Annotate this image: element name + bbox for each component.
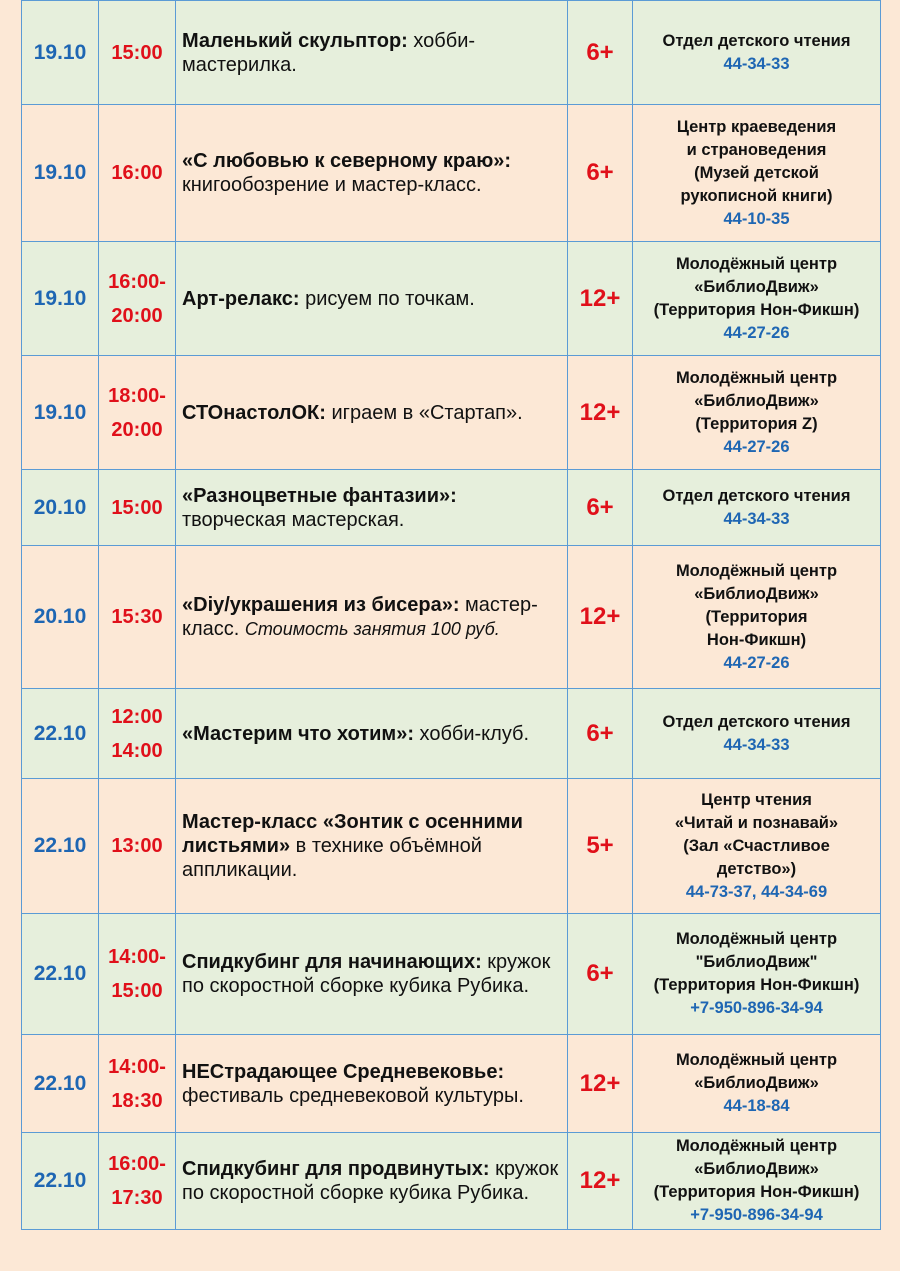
event-desc: фестиваль средневековой культуры. [182, 1084, 524, 1107]
event-description [176, 1035, 568, 1133]
venue-phone: +7-950-896-34-94 [690, 999, 823, 1017]
event-date: 19.10 [22, 242, 99, 356]
event-description [176, 470, 568, 546]
event-desc: играем в «Стартап». [325, 401, 523, 424]
event-venue [633, 242, 881, 356]
event-description [176, 546, 568, 689]
event-desc: кружок по скоростной сборке кубика Рубика. [182, 1158, 559, 1204]
event-venue [633, 470, 881, 546]
table-row [22, 914, 881, 1035]
event-description [176, 779, 568, 914]
table-row [22, 356, 881, 470]
event-desc: хобби-мастерилка. [182, 29, 476, 76]
table-row [22, 546, 881, 689]
event-time: 16:00- 17:30 [99, 1133, 176, 1230]
venue-phone: 44-27-26 [723, 323, 790, 342]
event-description [176, 689, 568, 779]
event-title: «Мастерим что хотим»: [182, 722, 414, 745]
event-time: 15:00 [99, 1, 176, 105]
events-table [21, 0, 881, 1230]
age-rating: 12+ [568, 1133, 633, 1230]
venue-phone: 44-34-33 [723, 54, 790, 73]
event-date: 19.10 [22, 105, 99, 242]
event-time: 12:00 14:00 [99, 689, 176, 779]
venue-phone: 44-27-26 [723, 653, 790, 672]
event-desc: творческая мастерская. [182, 508, 405, 531]
table-row [22, 779, 881, 914]
event-time: 14:00- 18:30 [99, 1035, 176, 1133]
venue-phone: 44-73-37, 44-34-69 [685, 882, 828, 901]
schedule-sheet [21, 0, 880, 1230]
event-title: Спидкубинг для продвинутых: [182, 1158, 490, 1180]
age-rating: 6+ [568, 689, 633, 779]
age-rating: 5+ [568, 779, 633, 914]
venue-name: Молодёжный центр «БиблиоДвиж» (Территория Z) [675, 368, 838, 433]
event-venue [633, 914, 881, 1035]
venue-phone: 44-27-26 [723, 437, 790, 456]
event-venue [633, 689, 881, 779]
event-description [176, 1133, 568, 1230]
event-time: 15:00 [99, 470, 176, 546]
venue-name: Молодёжный центр «БиблиоДвиж» [675, 1051, 838, 1092]
event-title: «Diy/украшения из бисера»: [182, 594, 460, 616]
venue-name: Центр краеведения и страноведения (Музей детской рукописной книги) [676, 117, 837, 205]
table-row [22, 242, 881, 356]
event-date: 19.10 [22, 1, 99, 105]
event-date: 22.10 [22, 914, 99, 1035]
venue-phone: 44-34-33 [723, 735, 790, 754]
event-date: 20.10 [22, 470, 99, 546]
event-description [176, 914, 568, 1035]
event-description [176, 105, 568, 242]
event-description [176, 1, 568, 105]
venue-name: Отдел детского чтения [662, 712, 851, 731]
event-date: 22.10 [22, 1133, 99, 1230]
event-title: Спидкубинг для начинающих: [182, 951, 482, 973]
event-desc: рисуем по точкам. [299, 287, 475, 310]
event-date: 22.10 [22, 1035, 99, 1133]
event-description [176, 356, 568, 470]
event-time: 16:00 [99, 105, 176, 242]
event-venue [633, 779, 881, 914]
event-time: 13:00 [99, 779, 176, 914]
age-rating: 12+ [568, 242, 633, 356]
venue-phone: 44-34-33 [723, 509, 790, 528]
age-rating: 6+ [568, 470, 633, 546]
venue-name: Молодёжный центр «БиблиоДвиж» (Территория Нон-Фикшн) [653, 254, 860, 319]
age-rating: 6+ [568, 105, 633, 242]
venue-phone: 44-10-35 [723, 209, 790, 228]
table-row [22, 1133, 881, 1230]
venue-name: Молодёжный центр "БиблиоДвиж" (Территория Нон-Фикшн) [653, 930, 860, 994]
event-desc: кружок по скоростной сборке кубика Рубика. [182, 951, 551, 997]
venue-name: Отдел детского чтения [662, 31, 851, 50]
event-description [176, 242, 568, 356]
venue-phone: +7-950-896-34-94 [690, 1206, 823, 1224]
event-time: 16:00- 20:00 [99, 242, 176, 356]
event-note: Стоимость занятия 100 руб. [244, 619, 500, 639]
event-title: «Разноцветные фантазии»: [182, 484, 457, 507]
age-rating: 12+ [568, 546, 633, 689]
event-time: 15:30 [99, 546, 176, 689]
venue-name: Молодёжный центр «БиблиоДвиж» (Территория Нон-Фикшн) [653, 1137, 860, 1201]
table-row [22, 1035, 881, 1133]
table-row [22, 1, 881, 105]
table-row [22, 105, 881, 242]
event-desc: хобби-клуб. [413, 722, 530, 745]
event-title: Мастер-класс «Зонтик с осенними листьями» [182, 811, 523, 857]
age-rating: 12+ [568, 356, 633, 470]
age-rating: 6+ [568, 914, 633, 1035]
venue-name: Молодёжный центр «БиблиоДвиж» (Территория Нон-Фикшн) [675, 561, 838, 649]
event-title: «С любовью к северному краю»: [182, 150, 512, 172]
age-rating: 6+ [568, 1, 633, 105]
event-time: 18:00- 20:00 [99, 356, 176, 470]
event-date: 22.10 [22, 779, 99, 914]
event-date: 19.10 [22, 356, 99, 470]
event-desc: книгообозрение и мастер-класс. [182, 174, 482, 196]
event-desc: в технике объёмной аппликации. [182, 835, 482, 881]
event-venue [633, 1133, 881, 1230]
event-desc: мастер-класс. [182, 594, 538, 640]
event-title: СТОнастолОК: [182, 401, 326, 424]
event-venue [633, 546, 881, 689]
event-title: Маленький скульптор: [182, 29, 408, 52]
table-row [22, 689, 881, 779]
event-venue [633, 1035, 881, 1133]
event-date: 22.10 [22, 689, 99, 779]
event-time: 14:00- 15:00 [99, 914, 176, 1035]
event-date: 20.10 [22, 546, 99, 689]
venue-phone: 44-18-84 [723, 1097, 790, 1115]
table-row [22, 470, 881, 546]
event-venue [633, 356, 881, 470]
age-rating: 12+ [568, 1035, 633, 1133]
event-title: Арт-релакс: [182, 287, 300, 310]
event-venue [633, 105, 881, 242]
venue-name: Отдел детского чтения [662, 486, 851, 505]
event-venue [633, 1, 881, 105]
event-title: НЕСтрадающее Средневековье: [182, 1060, 505, 1083]
venue-name: Центр чтения «Читай и познавай» (Зал «Счастливое детство») [674, 790, 839, 878]
